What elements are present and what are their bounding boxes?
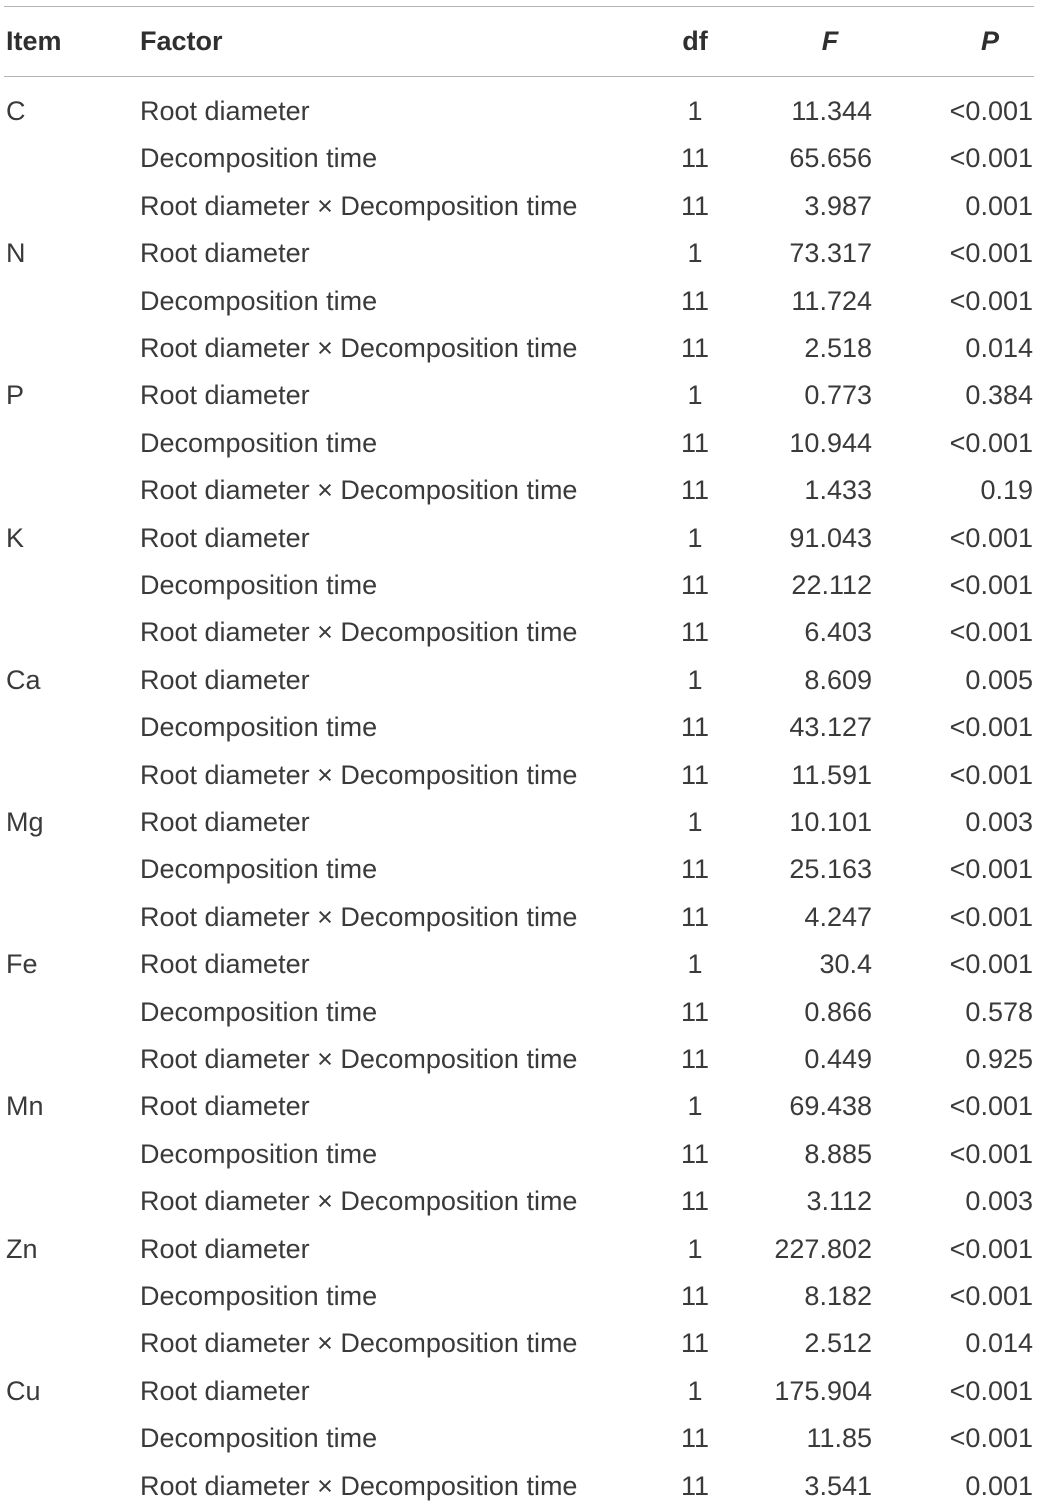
table-row (0, 609, 1039, 656)
cell-df: 11 (680, 1186, 710, 1217)
cell-item: C (6, 96, 26, 126)
cell-p: <0.001 (949, 1375, 1033, 1406)
table-row (0, 372, 1039, 419)
cell-df: 11 (680, 1423, 710, 1454)
cell-df: 11 (680, 333, 710, 363)
cell-p: <0.001 (949, 901, 1033, 932)
cell-item: Mn (6, 1091, 44, 1122)
table-row (0, 799, 1039, 846)
cell-df: 1 (687, 664, 703, 695)
cell-f: 2.518 (804, 333, 872, 363)
table-row (0, 989, 1039, 1036)
cell-df: 1 (687, 96, 703, 126)
cell-p: 0.014 (965, 1328, 1033, 1359)
table-row (0, 325, 1039, 372)
cell-item: Zn (6, 1233, 38, 1264)
cell-f: 0.449 (804, 1044, 872, 1074)
cell-factor: Decomposition time (140, 854, 378, 885)
cell-df: 1 (687, 1233, 703, 1264)
cell-f: 3.541 (804, 1470, 872, 1501)
cell-factor: Decomposition time (140, 1423, 378, 1454)
cell-p: <0.001 (949, 570, 1033, 600)
table-row (0, 752, 1039, 799)
table-row (0, 1226, 1039, 1273)
cell-f: 1.433 (804, 475, 872, 506)
cell-factor: Decomposition time (140, 427, 378, 458)
cell-f: 73.317 (789, 238, 872, 269)
header-factor: Factor (140, 26, 223, 56)
cell-f: 25.163 (789, 854, 872, 885)
cell-df: 1 (687, 522, 703, 553)
cell-f: 65.656 (789, 143, 872, 174)
table-row (0, 1178, 1039, 1225)
cell-f: 4.247 (804, 901, 872, 932)
cell-factor: Root diameter × Decomposition time (140, 901, 578, 932)
cell-factor: Root diameter × Decomposition time (140, 1328, 578, 1359)
cell-p: 0.384 (965, 380, 1033, 411)
table-row (0, 230, 1039, 277)
cell-df: 1 (687, 380, 703, 411)
cell-p: 0.003 (965, 807, 1033, 837)
header-item: Item (6, 26, 62, 56)
cell-item: K (6, 522, 25, 553)
cell-factor: Decomposition time (140, 570, 378, 600)
cell-f: 8.182 (804, 1281, 872, 1311)
cell-df: 11 (680, 1281, 710, 1311)
table-row (0, 894, 1039, 941)
cell-df: 11 (680, 712, 710, 743)
cell-factor: Root diameter (140, 949, 310, 980)
cell-p: <0.001 (949, 427, 1033, 458)
cell-df: 11 (680, 143, 710, 174)
cell-p: <0.001 (949, 1138, 1033, 1169)
cell-p: <0.001 (949, 1091, 1033, 1122)
table-top-rule (4, 6, 1034, 7)
table-row (0, 1083, 1039, 1130)
cell-f: 11.724 (791, 285, 872, 316)
cell-df: 1 (687, 807, 703, 837)
cell-factor: Decomposition time (140, 1281, 378, 1311)
cell-item: N (6, 238, 26, 269)
cell-item: Cu (6, 1375, 41, 1406)
table-row (0, 1036, 1039, 1083)
cell-factor: Root diameter × Decomposition time (140, 617, 578, 648)
cell-factor: Root diameter × Decomposition time (140, 1470, 578, 1501)
cell-p: <0.001 (949, 617, 1033, 648)
cell-p: <0.001 (949, 96, 1033, 126)
cell-p: 0.001 (965, 190, 1033, 221)
cell-factor: Root diameter (140, 1375, 310, 1406)
cell-df: 1 (687, 1091, 703, 1122)
table-row (0, 562, 1039, 609)
cell-p: <0.001 (949, 1281, 1033, 1311)
header-p: P (980, 26, 999, 56)
table-row (0, 1415, 1039, 1462)
cell-df: 11 (680, 854, 710, 885)
cell-f: 10.101 (789, 807, 872, 837)
cell-p: <0.001 (949, 1233, 1033, 1264)
cell-p: <0.001 (949, 238, 1033, 269)
cell-f: 11.591 (791, 759, 872, 790)
cell-f: 3.112 (806, 1186, 872, 1217)
cell-factor: Root diameter (140, 1091, 310, 1122)
cell-p: <0.001 (949, 1423, 1033, 1454)
cell-factor: Root diameter (140, 807, 310, 837)
table-row (0, 1273, 1039, 1320)
cell-p: 0.003 (965, 1186, 1033, 1217)
cell-df: 11 (680, 285, 710, 316)
table-row (0, 1131, 1039, 1178)
cell-f: 3.987 (804, 190, 872, 221)
table-row (0, 515, 1039, 562)
cell-factor: Root diameter × Decomposition time (140, 190, 578, 221)
cell-factor: Decomposition time (140, 712, 378, 743)
cell-f: 8.885 (804, 1138, 872, 1169)
table-row (0, 1320, 1039, 1367)
cell-f: 6.403 (804, 617, 872, 648)
cell-factor: Root diameter × Decomposition time (140, 1044, 578, 1074)
cell-p: <0.001 (949, 143, 1033, 174)
table-row (0, 420, 1039, 467)
cell-df: 11 (680, 427, 710, 458)
cell-f: 0.773 (804, 380, 872, 411)
cell-df: 11 (680, 617, 710, 648)
table-header-rule (4, 76, 1034, 77)
cell-p: 0.014 (965, 333, 1033, 363)
table-row (0, 135, 1039, 182)
cell-factor: Root diameter (140, 522, 310, 553)
cell-factor: Root diameter (140, 664, 310, 695)
cell-factor: Root diameter × Decomposition time (140, 475, 578, 506)
cell-factor: Root diameter × Decomposition time (140, 759, 578, 790)
table-row (0, 278, 1039, 325)
cell-p: <0.001 (949, 712, 1033, 743)
cell-df: 11 (680, 1470, 710, 1501)
table-row (0, 704, 1039, 751)
table-row (0, 1463, 1039, 1510)
table-row (0, 183, 1039, 230)
cell-factor: Decomposition time (140, 285, 378, 316)
cell-f: 30.4 (819, 949, 872, 980)
cell-item: Ca (6, 664, 41, 695)
cell-f: 11.344 (791, 96, 872, 126)
cell-factor: Root diameter (140, 380, 310, 411)
cell-df: 11 (680, 996, 710, 1027)
cell-df: 11 (680, 901, 710, 932)
cell-df: 11 (680, 475, 710, 506)
cell-factor: Decomposition time (140, 996, 378, 1027)
cell-df: 11 (680, 570, 710, 600)
cell-p: 0.578 (965, 996, 1033, 1027)
cell-factor: Root diameter (140, 1233, 310, 1264)
cell-df: 1 (687, 238, 703, 269)
table-row (0, 846, 1039, 893)
cell-factor: Root diameter × Decomposition time (140, 333, 578, 363)
cell-p: <0.001 (949, 759, 1033, 790)
cell-df: 1 (687, 1375, 703, 1406)
cell-factor: Root diameter × Decomposition time (140, 1186, 578, 1217)
cell-df: 11 (680, 1138, 710, 1169)
cell-factor: Root diameter (140, 238, 310, 269)
cell-f: 175.904 (774, 1375, 872, 1406)
cell-item: Mg (6, 807, 44, 837)
cell-f: 10.944 (789, 427, 872, 458)
cell-f: 0.866 (804, 996, 872, 1027)
cell-p: <0.001 (949, 285, 1033, 316)
cell-p: <0.001 (949, 949, 1033, 980)
cell-p: 0.001 (965, 1470, 1033, 1501)
cell-df: 1 (687, 949, 703, 980)
cell-p: 0.925 (965, 1044, 1033, 1074)
cell-f: 11.85 (806, 1423, 872, 1454)
cell-p: <0.001 (949, 854, 1033, 885)
cell-factor: Root diameter (140, 96, 310, 126)
cell-f: 227.802 (774, 1233, 872, 1264)
cell-f: 91.043 (789, 522, 872, 553)
cell-p: 0.19 (980, 475, 1033, 506)
table-row (0, 657, 1039, 704)
cell-item: Fe (6, 949, 38, 980)
cell-f: 43.127 (789, 712, 872, 743)
table-row (0, 88, 1039, 135)
table-header-row (0, 18, 1039, 64)
cell-df: 11 (680, 1044, 710, 1074)
header-f: F (821, 26, 839, 56)
cell-f: 2.512 (804, 1328, 872, 1359)
cell-f: 8.609 (804, 664, 872, 695)
cell-f: 69.438 (789, 1091, 872, 1122)
cell-factor: Decomposition time (140, 143, 378, 174)
cell-p: 0.005 (965, 664, 1033, 695)
cell-df: 11 (680, 759, 710, 790)
table-row (0, 467, 1039, 514)
cell-item: P (6, 380, 25, 411)
table-row (0, 1368, 1039, 1415)
header-df: df (682, 26, 708, 56)
cell-f: 22.112 (791, 570, 872, 600)
table-row (0, 941, 1039, 988)
cell-factor: Decomposition time (140, 1138, 378, 1169)
cell-df: 11 (680, 190, 710, 221)
cell-p: <0.001 (949, 522, 1033, 553)
cell-df: 11 (680, 1328, 710, 1359)
